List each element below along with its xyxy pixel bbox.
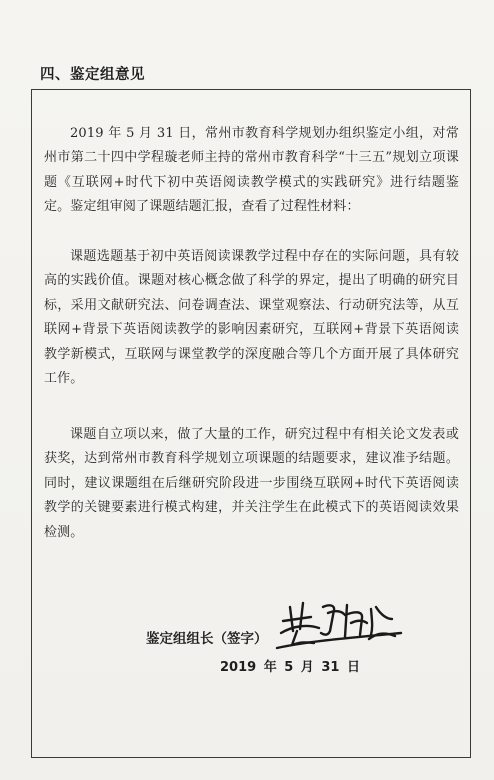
signature-label: 鉴定组组长（签字）	[146, 631, 268, 647]
section-heading: 四、鉴定组意见	[40, 67, 145, 83]
signature-date: 2019 年 5 月 31 日	[220, 660, 360, 675]
opinion-paragraph-3: 课题自立项以来，做了大量的工作，研究过程中有相关论文发表或获奖，达到常州市教育科学规划立项课题的结题要求，建议准予结题。同时，建议课题组在后继研究阶段进一步围绕互联网+时代下英语阅读教学的关键要素进行模式构建，并关注学生在此模式下的英语阅读效果检测。	[44, 427, 459, 540]
opinion-paragraph-2: 课题选题基于初中英语阅读课教学过程中存在的实际问题，具有较高的实践价值。课题对核心概念做了科学的界定，提出了明确的研究目标，采用文献研究法、问卷调查法、课堂观察法、行动研究法等，从互联网+背景下英语阅读教学的影响因素研究，互联网+背景下英语阅读教学新模式，互联网与课堂教学的深度融合等几个方面开展了具体研究工作。	[44, 249, 459, 387]
opinion-paragraph-1: 2019 年 5 月 31 日，常州市教育科学规划办组织鉴定小组，对常州市第二十四中学程璇老师主持的常州市教育科学“十三五”规划立项课题《互联网+时代下初中英语阅读教学模式的实践研究》进行结题鉴定。鉴定组审阅了课题结题汇报，查看了过程性材料：	[44, 126, 459, 215]
handwritten-signature	[273, 593, 403, 653]
